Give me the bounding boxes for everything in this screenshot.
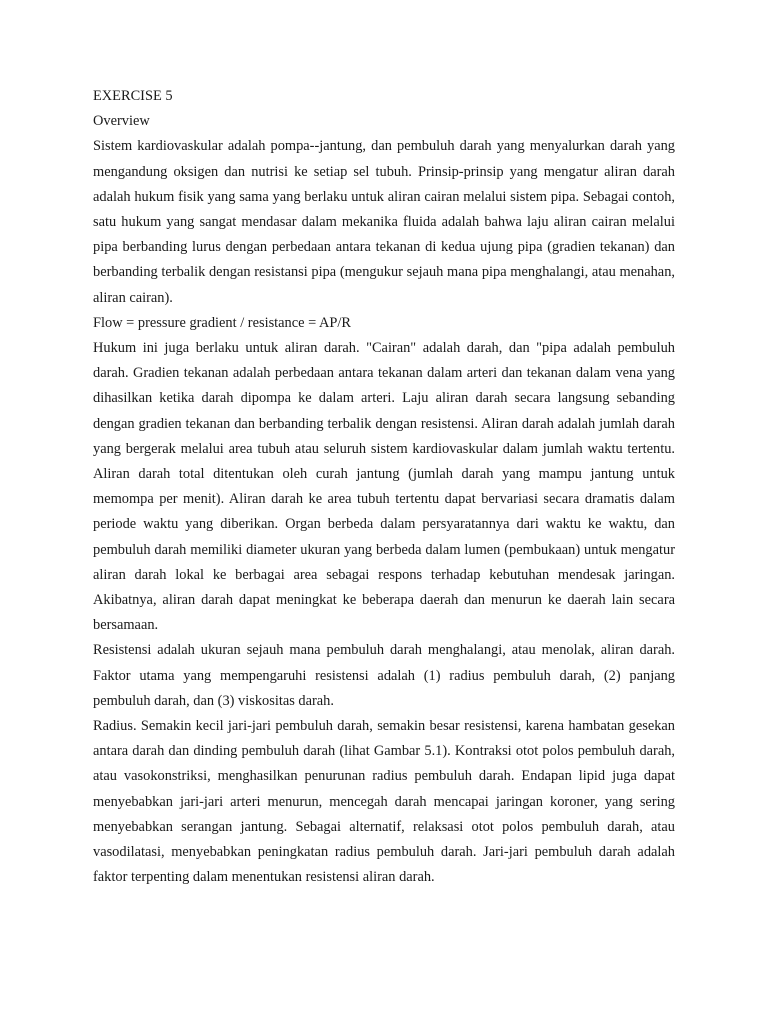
document-page	[93, 84, 675, 891]
exercise-title: EXERCISE 5	[93, 88, 173, 104]
paragraph-intro: Sistem kardiovaskular adalah pompa--jantung, dan pembuluh darah yang menyalurkan darah yang mengandung oksigen dan nutrisi ke setiap sel tubuh. Prinsip-prinsip yang mengatur aliran darah adalah hukum fisik yang sama yang berlaku untuk aliran cairan melalui sistem pipa. Sebagai contoh, satu hukum yang sangat mendasar dalam mekanika fluida adalah bahwa laju aliran cairan melalui pipa berbanding lurus dengan perbedaan antara tekanan di kedua ujung pipa (gradien tekanan) dan berbanding terbalik dengan resistansi pipa (mengukur sejauh mana pipa menghalangi, atau menahan, aliran cairan).	[93, 138, 675, 306]
section-heading: Overview	[93, 113, 150, 130]
paragraph-blood-flow: Hukum ini juga berlaku untuk aliran darah. "Cairan" adalah darah, dan "pipa adalah pembuluh darah. Gradien tekanan adalah perbedaan antara tekanan dalam arteri dan tekanan dalam vena yang dihasilkan ketika darah dipompa ke dalam arteri. Laju aliran darah secara langsung sebanding dengan gradien tekanan dan berbanding terbalik dengan resistensi. Aliran darah adalah jumlah darah yang bergerak melalui area tubuh atau seluruh sistem kardiovaskular dalam jumlah waktu tertentu. Aliran darah total ditentukan oleh curah jantung (jumlah darah yang mampu jantung untuk memompa per menit). Aliran darah ke area tubuh tertentu dapat bervariasi secara dramatis dalam periode waktu yang diberikan. Organ berbeda dalam persyaratannya dari waktu ke waktu, dan pembuluh darah memiliki diameter ukuran yang berbeda dalam lumen (pembukaan) untuk mengatur aliran darah lokal ke berbagai area sebagai respons terhadap kebutuhan mendesak jaringan. Akibatnya, aliran darah dapat meningkat ke beberapa daerah dan menurun ke daerah lain secara bersamaan.	[93, 340, 675, 634]
flow-formula: Flow = pressure gradient / resistance = AP/R	[93, 314, 352, 331]
paragraph-resistance: Resistensi adalah ukuran sejauh mana pembuluh darah menghalangi, atau menolak, aliran darah. Faktor utama yang mempengaruhi resistensi adalah (1) radius pembuluh darah, (2) panjang pembuluh darah, dan (3) viskositas darah.	[93, 642, 675, 709]
paragraph-radius: Radius. Semakin kecil jari-jari pembuluh darah, semakin besar resistensi, karena hambatan gesekan antara darah dan dinding pembuluh darah (lihat Gambar 5.1). Kontraksi otot polos pembuluh darah, atau vasokonstriksi, menghasilkan penurunan radius pembuluh darah. Endapan lipid juga dapat menyebabkan jari-jari arteri menurun, mencegah darah mencapai jaringan koroner, yang sering menyebabkan serangan jantung. Sebagai alternatif, relaksasi otot polos pembuluh darah, atau vasodilatasi, menyebabkan peningkatan radius pembuluh darah. Jari-jari pembuluh darah adalah faktor terpenting dalam menentukan resistensi aliran darah.	[93, 718, 675, 886]
